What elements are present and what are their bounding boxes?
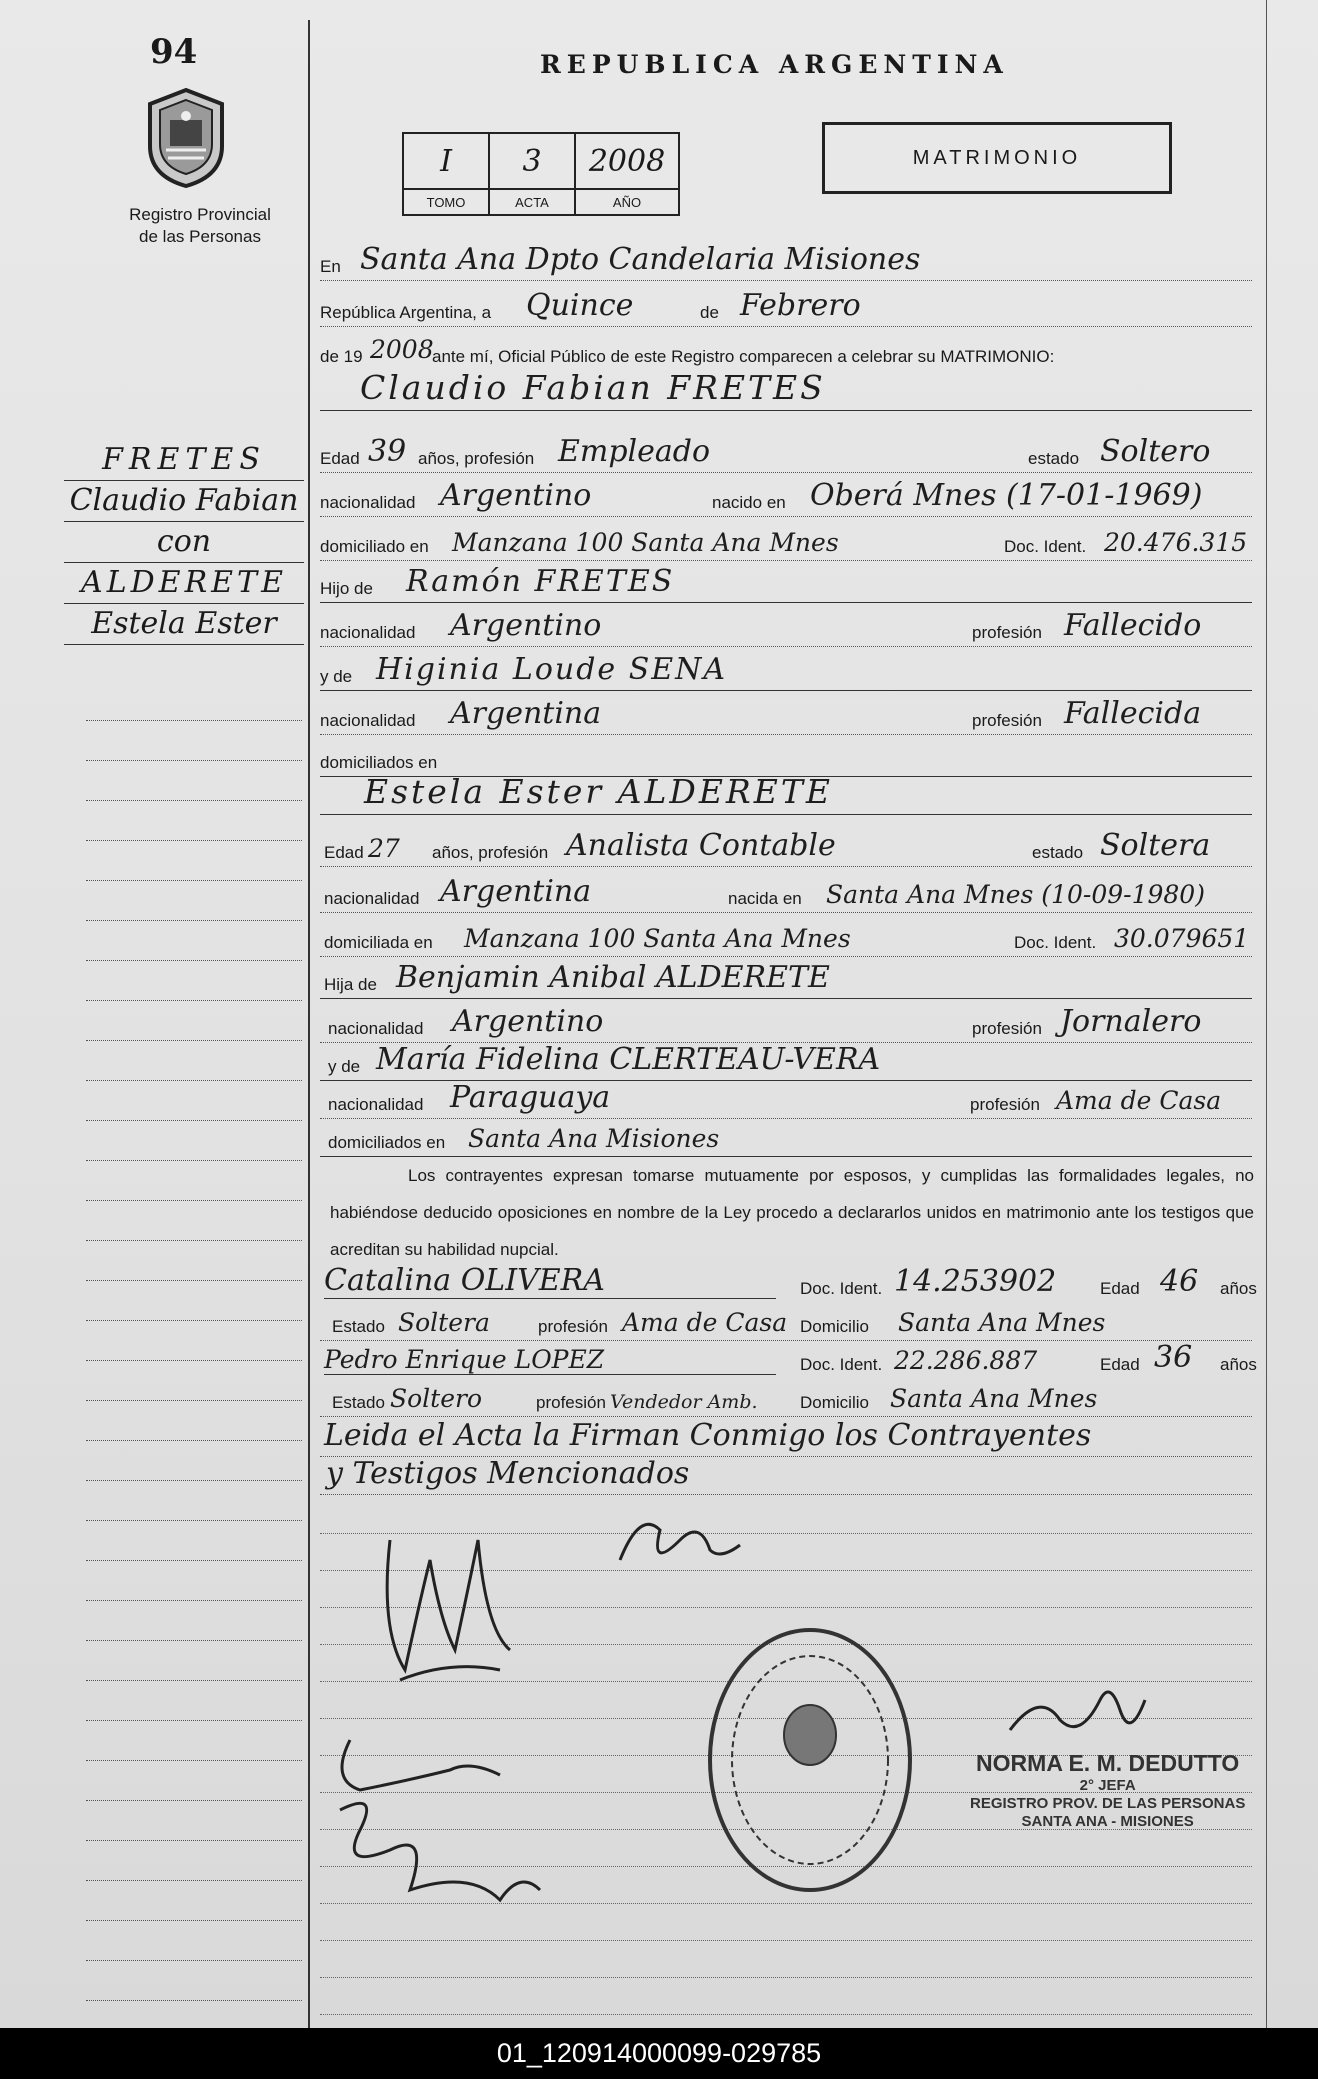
margin-ruled-line [86, 1680, 302, 1721]
file-id-footer: 01_120914000099-029785 [0, 2028, 1318, 2079]
domicilio-label: domiciliada en [324, 933, 433, 952]
margin-ruled-line [86, 1600, 302, 1641]
ano-value: 2008 [575, 133, 679, 189]
margin-ruled-line [86, 680, 302, 721]
doc-label: Doc. Ident. [1014, 933, 1097, 952]
declaration-text: Los contrayentes expresan tomarse mutuamente por esposos, y cumplidas las formalidades legales, no habiéndose deducido oposiciones en nombre de la Ley procedo a declararlos unidos en matrimonio ante los testigos que acreditan su habilidad nupcial. [330, 1166, 1254, 1259]
margin-ruled-line [86, 960, 302, 1001]
groom-estado: Soltero [1100, 434, 1211, 469]
registry-line2: de las Personas [139, 227, 261, 246]
profesion-label: profesión [972, 623, 1042, 642]
margin-ruled-line [86, 1480, 302, 1521]
margin-ruled-line [86, 1000, 302, 1041]
tomo-label: TOMO [403, 189, 489, 215]
groom-signature-icon [360, 1480, 540, 1700]
groom-profession: Empleado [558, 434, 711, 469]
margin-ruled-line [86, 1320, 302, 1361]
nacida-label: nacida en [728, 889, 802, 908]
right-rule [1266, 0, 1267, 2028]
margin-ruled-line [86, 1760, 302, 1801]
margin-note-line: ALDERETE [64, 563, 304, 604]
groom-birth: Oberá Mnes (17-01-1969) [810, 478, 1203, 513]
place-line [320, 244, 1252, 281]
groom-mother-prof: Fallecida [1064, 696, 1202, 731]
margin-ruled-line [86, 760, 302, 801]
bride-birth: Santa Ana Mnes (10-09-1980) [826, 880, 1205, 909]
witness2-name: Pedro Enrique LOPEZ [324, 1345, 776, 1375]
margin-ruled-line [86, 920, 302, 961]
father-label: Hijo de [320, 579, 373, 598]
groom-nationality: Argentino [440, 478, 592, 513]
father-label: Hija de [324, 975, 377, 994]
groom-father: Ramón FRETES [406, 564, 675, 599]
acta-label: ACTA [489, 189, 575, 215]
groom-age-line [320, 436, 1252, 473]
witness2-doc: 22.286.887 [894, 1346, 1038, 1375]
nacionalidad-label: nacionalidad [320, 623, 416, 642]
domicilio-label: domiciliado en [320, 537, 429, 556]
estado-label: estado [1028, 449, 1080, 468]
margin-note-line: Claudio Fabian [64, 481, 304, 522]
bride-age-line [320, 830, 1252, 867]
groom-father-line [320, 566, 1252, 603]
place-value: Santa Ana Dpto Candelaria Misiones [360, 242, 921, 277]
margin-ruled-line [86, 840, 302, 881]
edad-label: Edad [1100, 1355, 1140, 1374]
margin-ruled-line [86, 1400, 302, 1441]
margin-ruled-line [86, 1200, 302, 1241]
doc-label: Doc. Ident. [800, 1279, 883, 1298]
groom-name-line [320, 368, 1252, 411]
margin-ruled-line [86, 1040, 302, 1081]
doc-label: Doc. Ident. [1004, 537, 1087, 556]
nacionalidad-label: nacionalidad [328, 1019, 424, 1038]
closing-line-1 [320, 1420, 1252, 1457]
bride-father-nat-line [320, 1006, 1252, 1043]
ruled-line [320, 1940, 1252, 1978]
profesion-label: profesión [972, 1019, 1042, 1038]
doc-label: Doc. Ident. [800, 1355, 883, 1374]
bride-age: 27 [368, 834, 400, 863]
bride-signature-icon [600, 1490, 750, 1580]
anos-label: años, profesión [418, 449, 535, 468]
bride-father-prof: Jornalero [1060, 1004, 1202, 1039]
bride-estado: Soltera [1100, 828, 1211, 863]
groom-mother-nat: Argentina [450, 696, 602, 731]
bride-nationality: Argentina [440, 874, 592, 909]
witness2-profession: Vendedor Amb. [610, 1391, 758, 1413]
margin-note-line: Estela Ester [64, 604, 304, 645]
ano-label: AÑO [575, 189, 679, 215]
bride-address-line [320, 920, 1252, 957]
margin-ruled-line [86, 1360, 302, 1401]
edad-label: Edad [324, 843, 364, 862]
closing-text: Leida el Acta la Firman Conmigo los Contrayentes [324, 1418, 1092, 1453]
page-number: 94 [150, 32, 198, 72]
en-label: En [320, 257, 341, 276]
bride-father: Benjamin Anibal ALDERETE [396, 960, 830, 995]
official-role: 2° JEFA [1079, 1777, 1136, 1794]
date-line [320, 290, 1252, 327]
official-stamp [970, 1750, 1245, 1831]
bride-mother-nat: Paraguaya [450, 1080, 611, 1115]
groom-address-line [320, 524, 1252, 561]
witness1-address: Santa Ana Mnes [898, 1308, 1106, 1337]
groom-name: Claudio Fabian FRETES [360, 368, 826, 407]
year-value: 2008 [370, 335, 434, 364]
margin-note-line: FRETES [64, 440, 304, 481]
groom-mother: Higinia Loude SENA [376, 652, 728, 687]
margin-ruled-line [86, 1960, 302, 2001]
margin-ruled-line [86, 1880, 302, 1921]
official-location: SANTA ANA - MISIONES [1021, 1813, 1194, 1830]
groom-age: 39 [368, 434, 407, 469]
bride-address: Manzana 100 Santa Ana Mnes [464, 924, 851, 953]
groom-father-nat-line [320, 610, 1252, 647]
margin-note [64, 440, 304, 645]
witness-signatures-icon [300, 1720, 560, 1920]
parents-dom-label: domiciliados en [320, 753, 438, 772]
registry-seal-icon [705, 1625, 915, 1895]
edad-label: Edad [1100, 1279, 1140, 1298]
bride-nationality-line [320, 876, 1252, 913]
nacionalidad-label: nacionalidad [320, 493, 416, 512]
witness2-detail-line [320, 1380, 1252, 1417]
anos-label: años, profesión [432, 843, 549, 862]
year-prefix: de 19 [320, 347, 363, 366]
margin-ruled-line [86, 880, 302, 921]
margin-ruled-line [86, 1720, 302, 1761]
margin-ruled-line [86, 1920, 302, 1961]
witness1-line [320, 1263, 1257, 1302]
bride-mother-prof: Ama de Casa [1056, 1086, 1222, 1115]
groom-mother-line [320, 654, 1252, 691]
margin-ruled-line [86, 1440, 302, 1481]
groom-address: Manzana 100 Santa Ana Mnes [452, 528, 839, 557]
closing-text: y Testigos Mencionados [326, 1456, 690, 1491]
witness2-address: Santa Ana Mnes [890, 1384, 1098, 1413]
tomo-value: I [403, 133, 489, 189]
witness2-age: 36 [1154, 1340, 1193, 1375]
bride-father-line [320, 962, 1252, 999]
official-name: NORMA E. M. DEDUTTO [976, 1750, 1240, 1776]
intro-text: ante mí, Oficial Público de este Registro comparecen a celebrar su MATRIMONIO: [432, 347, 1055, 366]
profesion-label: profesión [970, 1095, 1040, 1114]
act-identifier-table [402, 132, 680, 216]
margin-ruled-line [86, 1520, 302, 1561]
margin-ruled-line [86, 800, 302, 841]
profesion-label: profesión [536, 1393, 606, 1412]
bride-profession: Analista Contable [566, 828, 836, 863]
ruled-line [320, 1977, 1252, 2015]
margin-ruled-line [86, 1120, 302, 1161]
margin-ruled-line [86, 1840, 302, 1881]
groom-nationality-line [320, 480, 1252, 517]
month-value: Febrero [740, 288, 861, 323]
nacido-label: nacido en [712, 493, 786, 512]
margin-ruled-line [86, 1280, 302, 1321]
bride-mother-nat-line [320, 1082, 1252, 1119]
official-office: REGISTRO PROV. DE LAS PERSONAS [970, 1795, 1246, 1812]
nacionalidad-label: nacionalidad [324, 889, 420, 908]
margin-ruled-line [86, 1800, 302, 1841]
parents-dom-label: domiciliados en [328, 1133, 446, 1152]
country-title: REPUBLICA ARGENTINA [540, 50, 1009, 79]
witness1-name: Catalina OLIVERA [324, 1263, 776, 1299]
bride-name: Estela Ester ALDERETE [364, 772, 833, 811]
margin-ruled-line [86, 1640, 302, 1681]
groom-doc: 20.476.315 [1104, 528, 1248, 557]
bride-parents-dom-line [320, 1120, 1252, 1157]
republic-label: República Argentina, a [320, 303, 492, 322]
anos-label: años [1220, 1355, 1257, 1374]
margin-note-line: con [64, 522, 304, 563]
margin-ruled-line [86, 1560, 302, 1601]
nacionalidad-label: nacionalidad [320, 711, 416, 730]
profesion-label: profesión [972, 711, 1042, 730]
bride-mother-line [320, 1044, 1252, 1081]
estado-label: Estado [332, 1317, 385, 1336]
bride-doc: 30.079651 [1114, 924, 1250, 953]
groom-mother-nat-line [320, 698, 1252, 735]
nacionalidad-label: nacionalidad [328, 1095, 424, 1114]
registry-name [100, 204, 300, 248]
estado-label: estado [1032, 843, 1084, 862]
groom-father-prof: Fallecido [1064, 608, 1202, 643]
bride-name-line [320, 772, 1252, 815]
province-seal-icon [144, 86, 228, 190]
witness2-estado: Soltero [390, 1384, 483, 1413]
witness2-line [320, 1340, 1257, 1378]
acta-value: 3 [489, 133, 575, 189]
bride-mother: María Fidelina CLERTEAU-VERA [376, 1042, 881, 1077]
official-signature-icon [1000, 1670, 1150, 1760]
de-label: de [700, 303, 719, 322]
profesion-label: profesión [538, 1317, 608, 1336]
margin-ruled-line [86, 1160, 302, 1201]
anos-label: años [1220, 1279, 1257, 1298]
groom-father-nat: Argentino [450, 608, 602, 643]
document-type-box: MATRIMONIO [822, 122, 1172, 194]
witness1-estado: Soltera [398, 1308, 490, 1337]
margin-ruled-line [86, 1240, 302, 1281]
year-line [320, 334, 1252, 370]
edad-label: Edad [320, 449, 360, 468]
day-value: Quince [526, 288, 634, 323]
domicilio-label: Domicilio [800, 1393, 869, 1412]
bride-father-nat: Argentino [452, 1004, 604, 1039]
witness1-doc: 14.253902 [894, 1264, 1057, 1299]
witness1-profession: Ama de Casa [622, 1308, 788, 1337]
estado-label: Estado [332, 1393, 385, 1412]
mother-label: y de [320, 667, 353, 686]
domicilio-label: Domicilio [800, 1317, 869, 1336]
margin-ruled-line [86, 720, 302, 761]
witness1-age: 46 [1160, 1264, 1199, 1299]
witness1-detail-line [320, 1304, 1252, 1341]
bride-parents-dom: Santa Ana Misiones [468, 1124, 720, 1153]
margin-ruled-line [86, 1080, 302, 1121]
registry-line1: Registro Provincial [129, 205, 271, 224]
mother-label: y de [328, 1057, 361, 1076]
